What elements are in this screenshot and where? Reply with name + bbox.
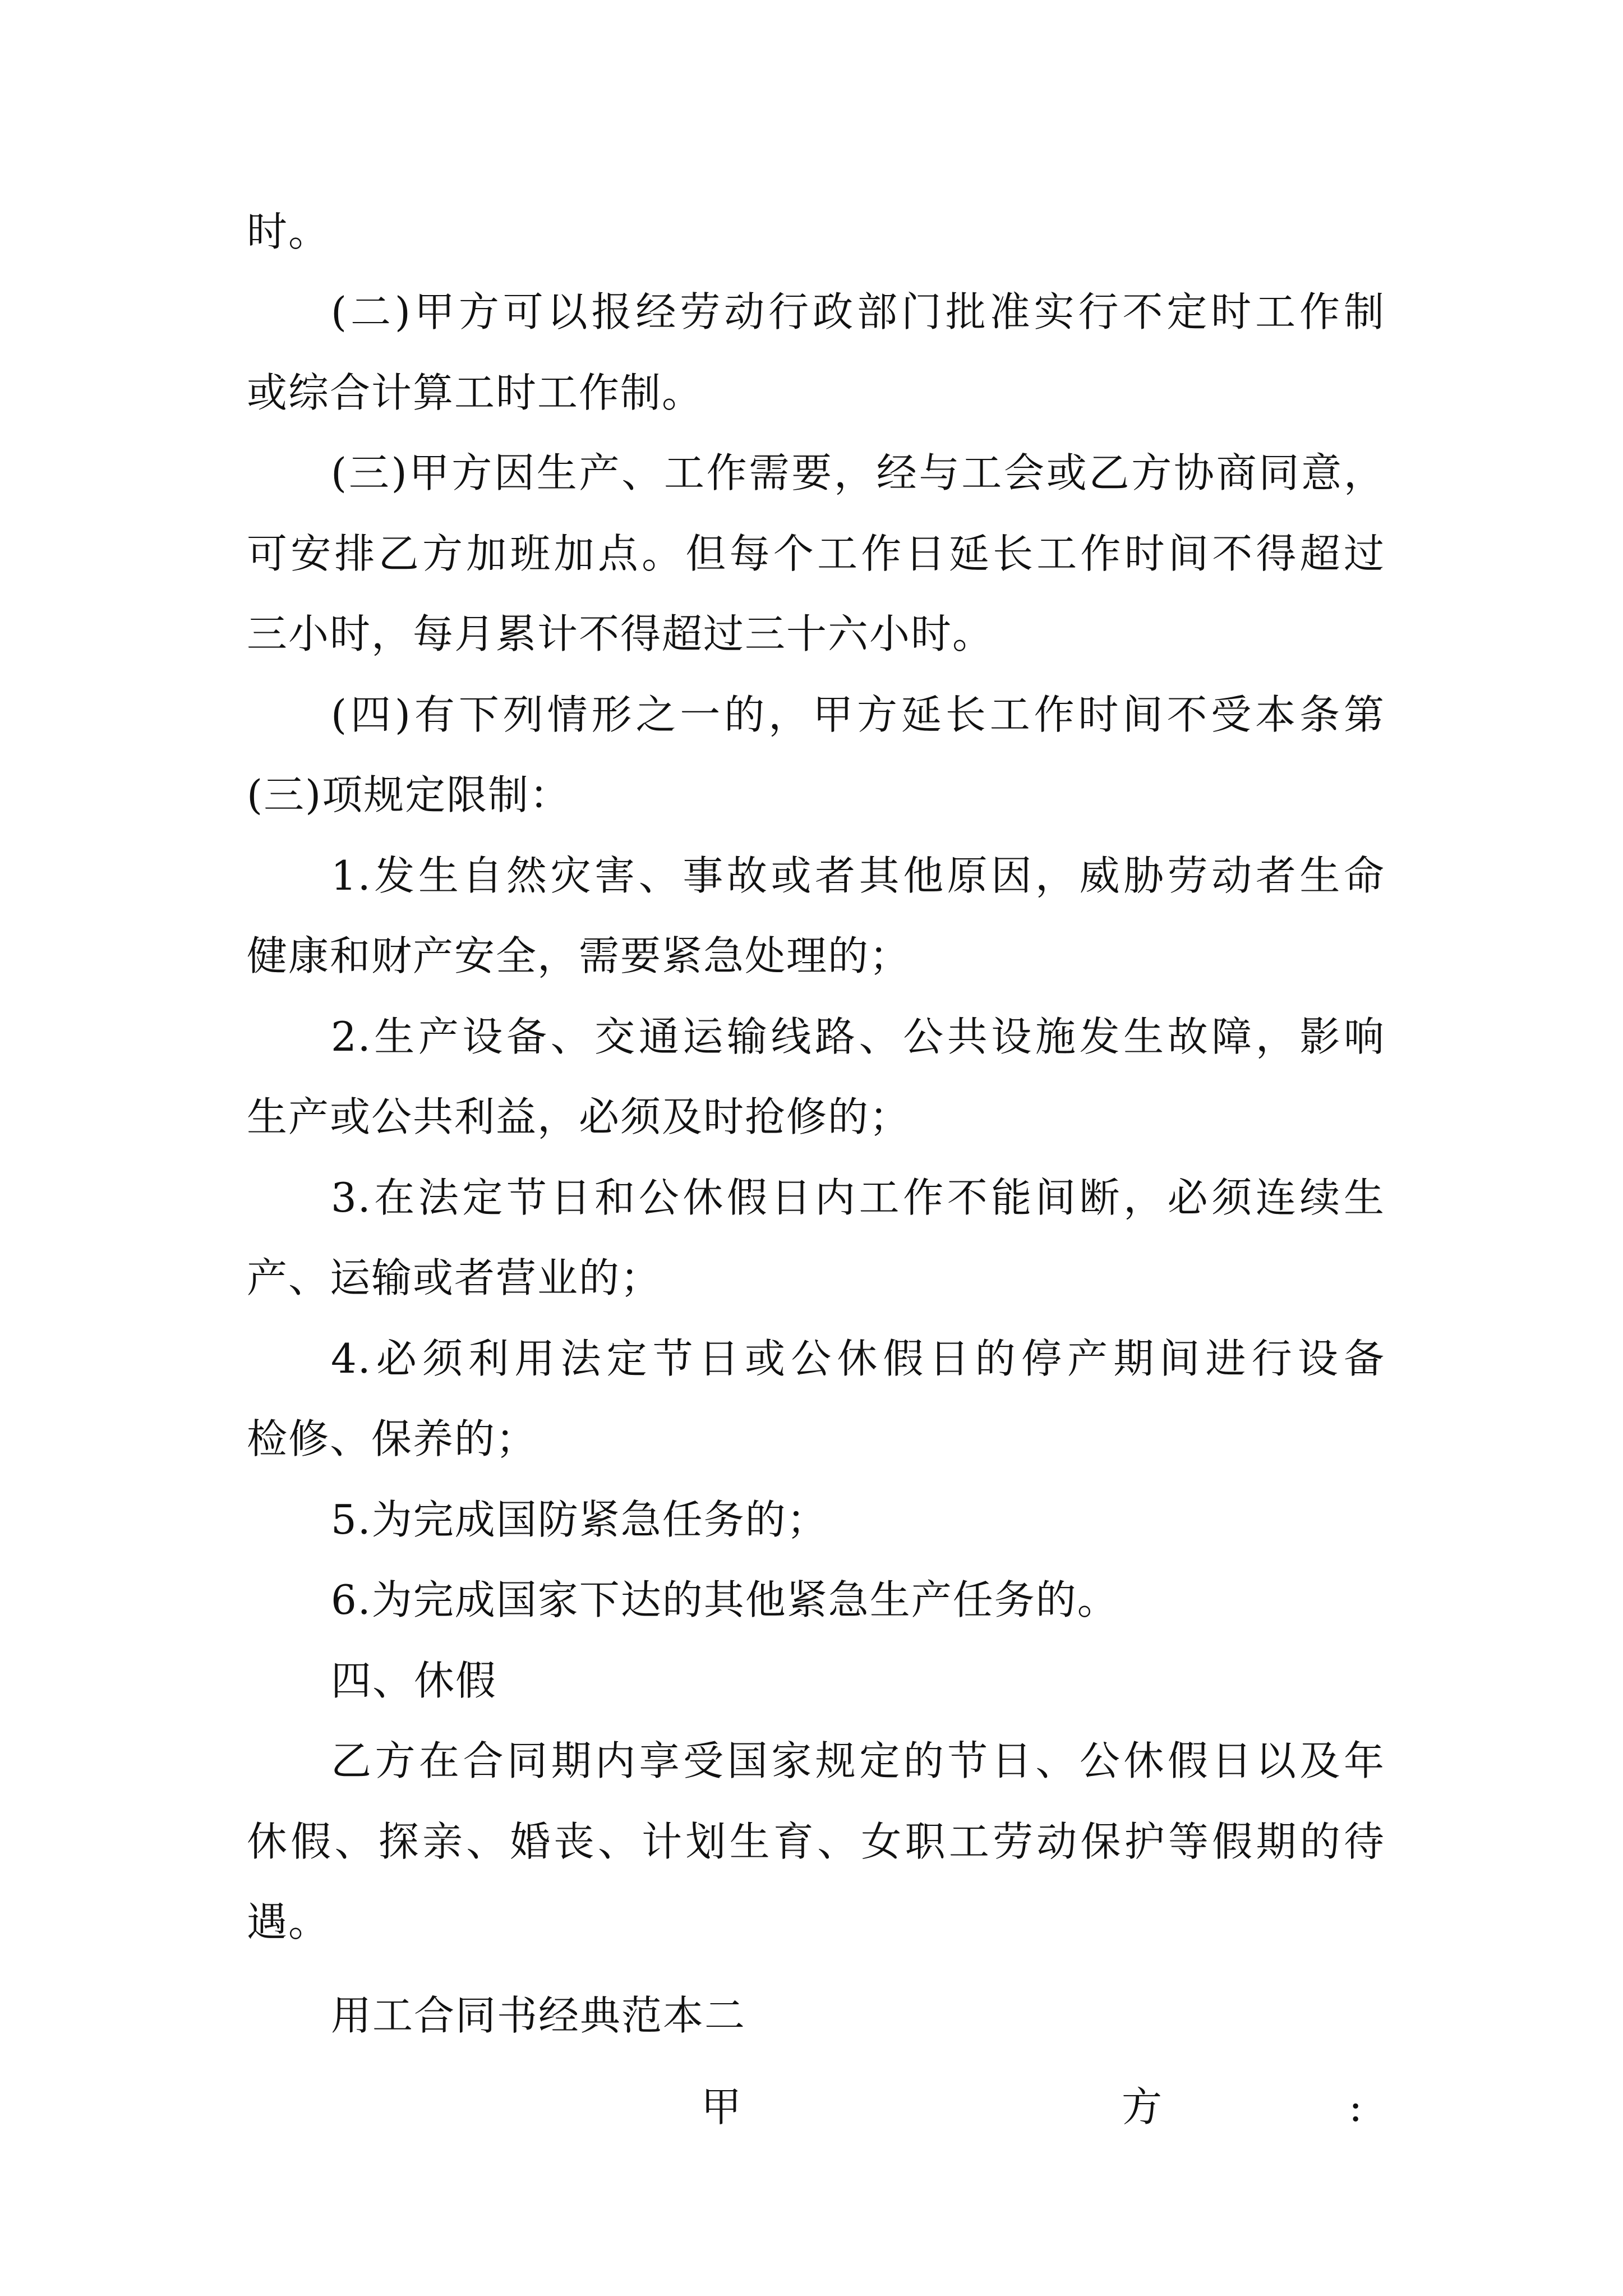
text-line-9: 1.发生自然灾害、事故或者其他原因，威胁劳动者生命 [331, 852, 1385, 899]
text-line-2: (二)甲方可以报经劳动行政部门批准实行不定时工作制 [331, 288, 1385, 335]
party-a-label-2: 方 [1122, 2083, 1163, 2131]
text-line-6: 三小时，每月累计不得超过三十六小时。 [247, 610, 994, 657]
text-line-8: (三)项规定限制： [247, 771, 571, 818]
text-line-1: 时。 [247, 208, 330, 255]
party-a-colon: : [1349, 2083, 1363, 2131]
text-line-22: 遇。 [247, 1898, 330, 1945]
section-heading: 四、休假 [331, 1657, 497, 1704]
subtitle-line: 用工合同书经典范本二 [331, 1992, 746, 2039]
text-line-18: 6.为完成国家下达的其他紧急生产任务的。 [331, 1576, 1119, 1623]
party-a-label-1: 甲 [701, 2083, 742, 2131]
text-line-13: 3.在法定节日和公休假日内工作不能间断，必须连续生 [331, 1174, 1385, 1221]
text-line-10: 健康和财产安全，需要紧急处理的； [247, 932, 911, 979]
text-line-11: 2.生产设备、交通运输线路、公共设施发生故障，影响 [331, 1013, 1385, 1060]
text-line-7: (四)有下列情形之一的，甲方延长工作时间不受本条第 [331, 691, 1385, 738]
text-line-14: 产、运输或者营业的； [247, 1254, 662, 1301]
text-line-17: 5.为完成国防紧急任务的； [331, 1496, 828, 1543]
text-line-15: 4.必须利用法定节日或公休假日的停产期间进行设备 [331, 1335, 1385, 1382]
text-line-16: 检修、保养的； [247, 1415, 538, 1462]
text-line-5: 可安排乙方加班加点。但每个工作日延长工作时间不得超过 [247, 530, 1385, 577]
text-line-21: 休假、探亲、婚丧、计划生育、女职工劳动保护等假期的待 [247, 1818, 1385, 1865]
text-line-20: 乙方在合同期内享受国家规定的节日、公休假日以及年 [331, 1737, 1385, 1784]
text-line-4: (三)甲方因生产、工作需要，经与工会或乙方协商同意， [331, 449, 1385, 496]
text-line-3: 或综合计算工时工作制。 [247, 369, 704, 416]
text-line-12: 生产或公共利益，必须及时抢修的； [247, 1093, 911, 1140]
